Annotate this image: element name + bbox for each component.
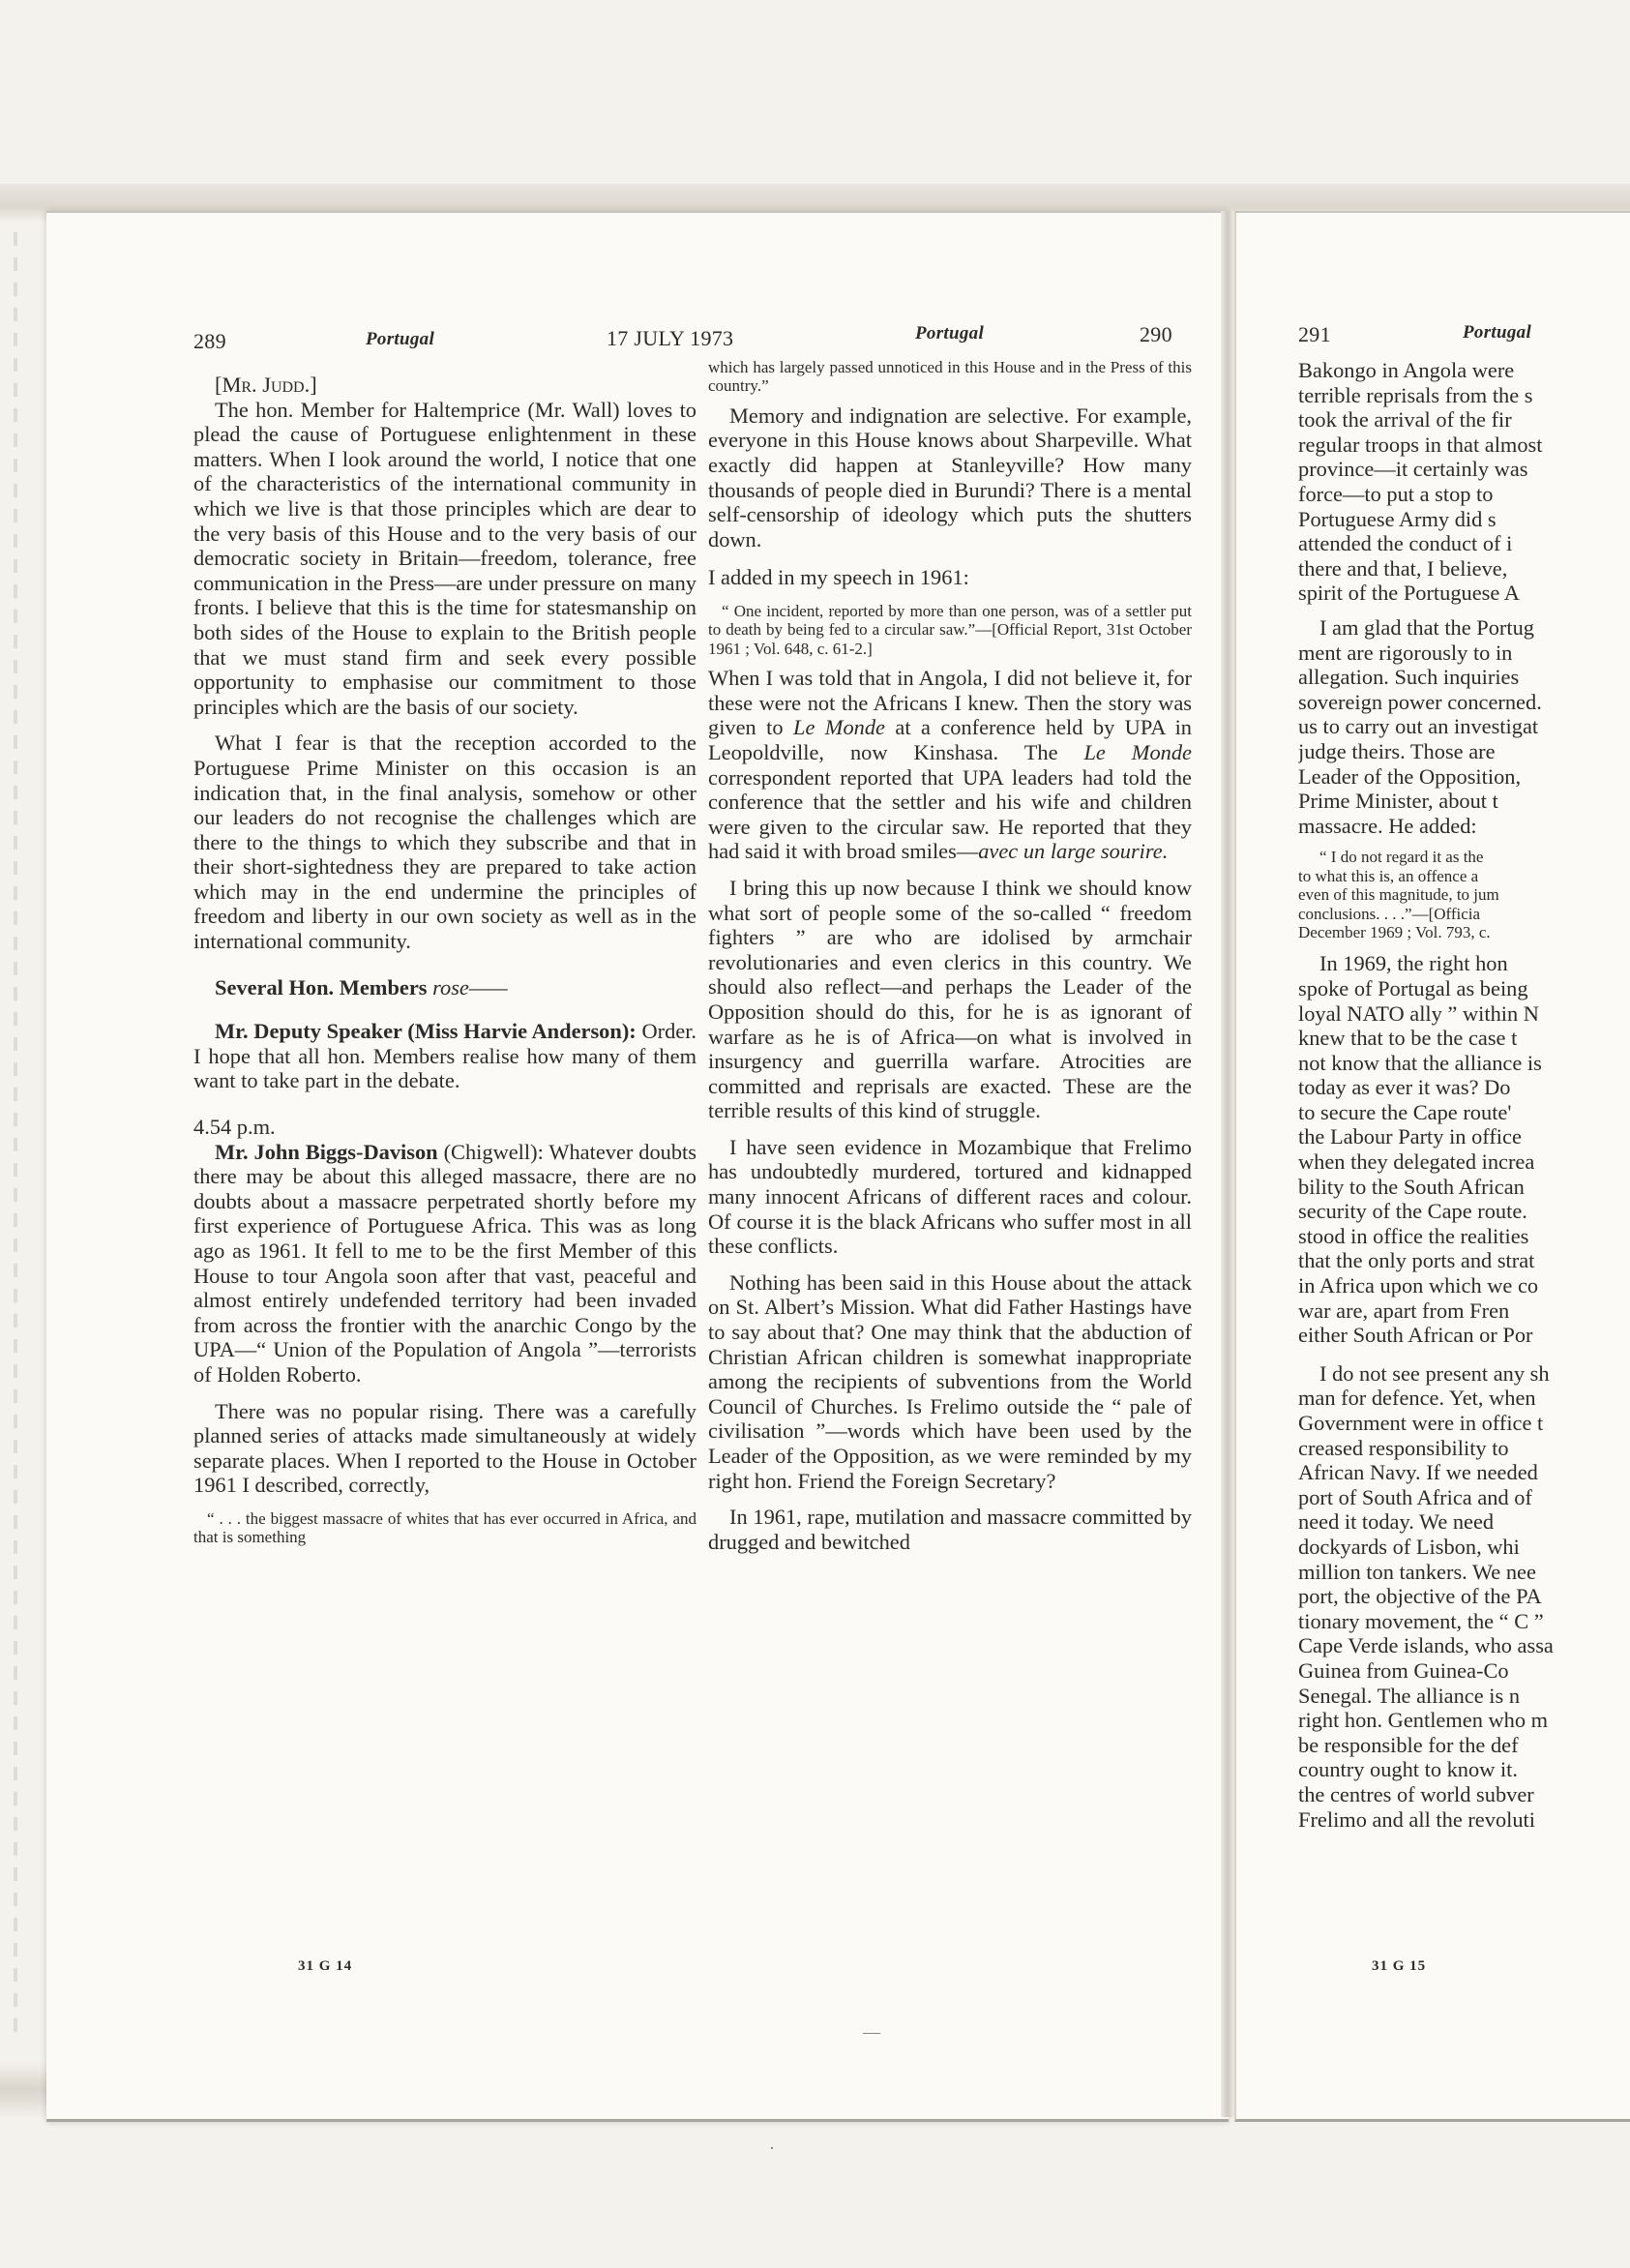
- paragraph: The hon. Member for Haltemprice (Mr. Wall) loves to plead the cause of Portuguese enlightenment in these matters. When I look around the world, I notice that one of the characteristics of the international community in which we live is that those principles which are dear to the very basis of this House and to the very basis of our democratic society in Britain—freedom, tolerance, free communication in the Press—are under pressure on many fronts. I believe that this is the time for statesmanship on both sides of the House to explain to the British people that we must stand firm and seek every possible opportunity to emphasise our commitment to those principles which are the basis of our society.: [193, 397, 696, 719]
- deputy-speaker-remark: Mr. Deputy Speaker (Miss Harvie Anderson): Order. I hope that all hon. Members realise how many of them want to take part in the debate.: [193, 1019, 697, 1093]
- page-number-290: 290: [1140, 322, 1172, 346]
- text-line: right hon. Gentlemen who m: [1298, 1708, 1549, 1733]
- section-heading-right: Portugal: [1463, 322, 1532, 343]
- section-heading-left: Portugal: [366, 329, 435, 349]
- scan-left-edge: [14, 232, 17, 2032]
- text-line: million ton tankers. We nee: [1298, 1559, 1536, 1584]
- text-line: loyal NATO ally ” within N: [1298, 1000, 1539, 1026]
- stage-direction: Several Hon. Members rose——: [215, 974, 508, 1000]
- paragraph: What I fear is that the reception accorded to the Portuguese Prime Minister on this occasion is an indication that, in the final analysis, somehow or other our leaders do not recognise the challenges which are there to the things to which they subscribe and that in their short-sightedness they are prepared to take action which may in the end undermine the principles of freedom and liberty in our own society as well as in the international community.: [193, 731, 696, 954]
- paragraph: I have seen evidence in Mozambique that Frelimo has undoubtedly murdered, tortured and kidnapped many innocent Africans of different races and colour. Of course it is the black Africans who suffer most in all these conflicts.: [708, 1134, 1192, 1259]
- text-line: ment are rigorously to in: [1298, 640, 1513, 665]
- text-line: Government were in office t: [1298, 1411, 1544, 1435]
- text-line: knew that to be the case t: [1298, 1026, 1518, 1051]
- column-289: [193, 373, 696, 1555]
- text-line: regular troops in that almost: [1298, 432, 1543, 457]
- text-line: force—to put a stop to: [1298, 481, 1494, 506]
- paragraph: There was no popular rising. There was a carefully planned series of attacks made simultaneously at widely separate places. When I reported to the House in October 1961 I described, correctly,: [193, 1398, 696, 1498]
- text-line: country ought to know it.: [1298, 1757, 1519, 1782]
- quotation-line: December 1969 ; Vol. 793, c.: [1298, 922, 1491, 941]
- text-line: not know that the alliance is: [1298, 1050, 1542, 1075]
- quotation-continued: which has largely passed unnoticed in this House and in the Press of this country.”: [708, 358, 1192, 396]
- quotation: “ . . . the biggest massacre of whites that has ever occurred in Africa, and that is something: [193, 1508, 696, 1547]
- text-line: be responsible for the def: [1298, 1732, 1519, 1757]
- text-line: Leader of the Opposition,: [1298, 763, 1522, 789]
- text-line: creased responsibility to: [1298, 1435, 1509, 1460]
- text-line: port of South Africa and of: [1298, 1484, 1532, 1509]
- text-line: Prime Minister, about t: [1298, 789, 1498, 814]
- text-line: stood in office the realities: [1298, 1223, 1529, 1248]
- text-line: terrible reprisals from the s: [1298, 382, 1533, 407]
- paragraph: Memory and indignation are selective. For example, everyone in this House knows about Sharpeville. What exactly did happen at Stanleyville? How many thousands of people died in Burundi? There is a mental self-censorship of ideology which puts the shutters down.: [708, 403, 1192, 552]
- text-line: us to carry out an investigat: [1298, 714, 1539, 739]
- text-line: need it today. We need: [1298, 1509, 1495, 1535]
- section-heading-middle: Portugal: [915, 323, 985, 343]
- text-line: the Labour Party in office: [1298, 1124, 1522, 1149]
- timestamp: 4.54 p.m.: [193, 1115, 276, 1140]
- text-line: took the arrival of the fir: [1298, 407, 1512, 433]
- scan-speck: —: [863, 2022, 880, 2042]
- speech-opening: Mr. John Biggs-Davison (Chigwell): Whatever doubts there may be about this alleged massacre, there are no doubts about a massacre perpetrated shortly before my first experience of Portuguese Africa. This was as long ago as 1961. It fell to me to be the first Member of this House to tour Angola soon after that vast, peaceful and almost entirely undefended territory had been invaded from across the frontier with the anarchic Congo by the UPA—“ Union of the Population of Angola ”—terrorists of Holden Roberto.: [193, 1139, 696, 1387]
- text-line: the centres of world subver: [1298, 1781, 1534, 1806]
- text-line: Senegal. The alliance is n: [1298, 1683, 1521, 1708]
- quotation-line: “ I do not regard it as the: [1319, 848, 1484, 867]
- printer-signature: 31 G 14: [298, 1958, 353, 1974]
- text-line: security of the Cape route.: [1298, 1199, 1527, 1224]
- page-number-291: 291: [1298, 322, 1331, 346]
- paragraph: Nothing has been said in this House about the attack on St. Albert’s Mission. What did Father Hastings have to say about that? One may think that the abduction of Christian African children is somewhat inappropriate among the recipients of subventions from the World Council of Churches. Is Frelimo outside the “ pale of civilisation ”—words which have been used by the Leader of the Opposition, as we were reminded by my right hon. Friend the Foreign Secretary?: [708, 1269, 1192, 1493]
- text-line: allegation. Such inquiries: [1298, 665, 1520, 690]
- text-line: attended the conduct of i: [1298, 531, 1513, 556]
- text-line: man for defence. Yet, when: [1298, 1386, 1536, 1411]
- speaker-tag: [Mr. Judd.]: [215, 373, 317, 397]
- column-290: [708, 358, 1192, 1554]
- quotation: [1298, 848, 1611, 941]
- column-291: [1298, 358, 1611, 1832]
- paragraph: I bring this up now because I think we should know what sort of people some of the so-called “ freedom fighters ” are who are idolised by armchair revolutionaries and even clerics in this country. We should also reflect—and perhaps the Leader of the Opposition should do this, for he is as ignorant of warfare as he is of Africa—on what is involved in insurgency and guerrilla warfare. Atrocities are committed and reprisals are exacted. These are the terrible results of this kind of struggle.: [708, 875, 1192, 1123]
- hansard-date: 17 JULY 1973: [607, 326, 734, 350]
- text-line: bility to the South African: [1298, 1174, 1525, 1199]
- text-line: port, the objective of the PA: [1298, 1584, 1542, 1609]
- text-line: when they delegated increa: [1298, 1149, 1535, 1175]
- scan-speck: ·: [769, 2138, 775, 2158]
- text-line: African Navy. If we needed: [1298, 1460, 1538, 1485]
- text-line: Guinea from Guinea-Co: [1298, 1657, 1509, 1683]
- paragraph: When I was told that in Angola, I did not believe it, for these were not the Africans I knew. Then the story was given to Le Monde at a conference held by UPA in Leopoldville, now Kinshasa. The Le Monde correspondent reported that UPA leaders had told the conference that the settler and his wife and children were given to the circular saw. He reported that they had said it with broad smiles—avec un large sourire.: [708, 666, 1192, 864]
- paragraph-block: [1298, 951, 1611, 1348]
- text-line: Cape Verde islands, who assa: [1298, 1633, 1554, 1658]
- paragraph: I added in my speech in 1961:: [708, 565, 969, 590]
- text-line: in Africa upon which we co: [1298, 1273, 1539, 1298]
- text-line: to secure the Cape route': [1298, 1099, 1512, 1124]
- text-line: Portuguese Army did s: [1298, 506, 1497, 531]
- text-line: dockyards of Lisbon, whi: [1298, 1534, 1520, 1559]
- text-line: tionary movement, the “ C ”: [1298, 1608, 1544, 1633]
- quotation: “ One incident, reported by more than one person, was of a settler put to death by being fed to a circular saw.”—[Official Report, 31st October 1961 ; Vol. 648, c. 61-2.]: [708, 601, 1192, 658]
- text-line: spoke of Portugal as being: [1298, 975, 1528, 1000]
- paragraph-block: [1298, 615, 1611, 838]
- text-line: massacre. He added:: [1298, 813, 1477, 838]
- text-line: sovereign power concerned.: [1298, 689, 1542, 714]
- text-line: judge theirs. Those are: [1298, 738, 1496, 763]
- text-line: either South African or Por: [1298, 1323, 1533, 1348]
- quotation-line: to what this is, an offence a: [1298, 866, 1479, 885]
- text-line: I am glad that the Portug: [1319, 614, 1534, 640]
- text-line: that the only ports and strat: [1298, 1248, 1535, 1273]
- text-line: spirit of the Portuguese A: [1298, 581, 1520, 606]
- quotation-line: even of this magnitude, to jum: [1298, 885, 1499, 905]
- text-line: In 1969, the right hon: [1319, 951, 1508, 976]
- text-line: Frelimo and all the revoluti: [1298, 1806, 1535, 1832]
- page-number-289: 289: [193, 329, 226, 353]
- text-line: there and that, I believe,: [1298, 555, 1508, 581]
- page-gutter: [1221, 211, 1234, 2117]
- quotation-line: conclusions. . . .”—[Officia: [1298, 904, 1481, 923]
- text-line: today as ever it was? Do: [1298, 1075, 1511, 1100]
- text-line: I do not see present any sh: [1319, 1360, 1550, 1386]
- paragraph: In 1961, rape, mutilation and massacre committed by drugged and bewitched: [708, 1505, 1192, 1554]
- text-line: Bakongo in Angola were: [1298, 358, 1515, 382]
- text-line: province—it certainly was: [1298, 457, 1528, 482]
- paragraph-block: [1298, 1361, 1611, 1832]
- printer-signature: 31 G 15: [1372, 1958, 1427, 1974]
- paragraph-block: [1298, 358, 1611, 606]
- text-line: war are, apart from Fren: [1298, 1298, 1510, 1323]
